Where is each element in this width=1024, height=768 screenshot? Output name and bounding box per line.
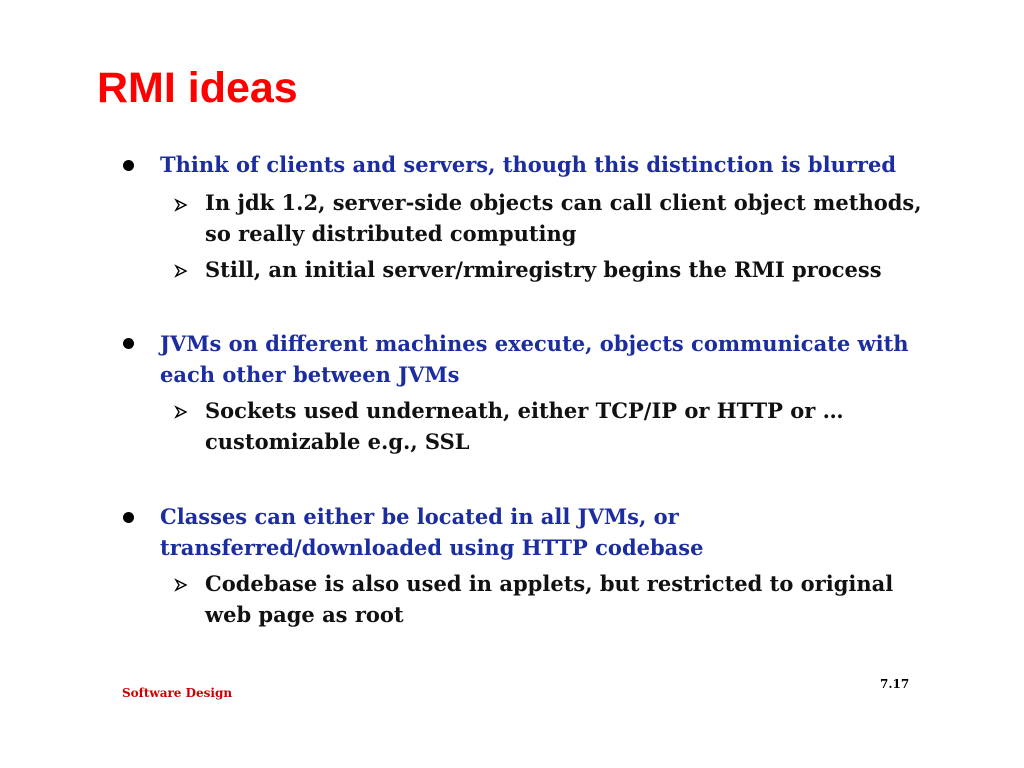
- sub-1-1-line-1: In jdk 1.2, server-side objects can call client object methods,: [205, 190, 922, 215]
- arrow-marker-icon: [174, 578, 188, 592]
- sub-2-1-line-1: Sockets used underneath, either TCP/IP or HTTP or …: [205, 398, 844, 423]
- bullet-dot-icon: [123, 338, 134, 349]
- sub-3-1-line-2: web page as root: [205, 602, 404, 627]
- arrow-marker-icon: [174, 264, 188, 278]
- slide-title: RMI ideas: [97, 64, 298, 112]
- bullet-dot-icon: [123, 160, 134, 171]
- arrow-marker-icon: [174, 198, 188, 212]
- sub-2-1-line-2: customizable e.g., SSL: [205, 429, 470, 454]
- sub-1-1-line-2: so really distributed computing: [205, 221, 577, 246]
- bullet-2-line-1: JVMs on different machines execute, objects communicate with: [160, 331, 909, 356]
- bullet-1-line-1: Think of clients and servers, though this distinction is blurred: [160, 152, 897, 177]
- sub-3-1-line-1: Codebase is also used in applets, but restricted to original: [205, 571, 894, 596]
- bullet-3-line-2: transferred/downloaded using HTTP codebase: [160, 535, 704, 560]
- page-number: 7.17: [880, 677, 910, 691]
- arrow-marker-icon: [174, 405, 188, 419]
- bullet-2-line-2: each other between JVMs: [160, 362, 460, 387]
- bullet-dot-icon: [123, 512, 134, 523]
- bullet-3-line-1: Classes can either be located in all JVMs, or: [160, 504, 679, 529]
- sub-1-2-line-1: Still, an initial server/rmiregistry begins the RMI process: [205, 257, 882, 282]
- footer-course-name: Software Design: [122, 686, 233, 700]
